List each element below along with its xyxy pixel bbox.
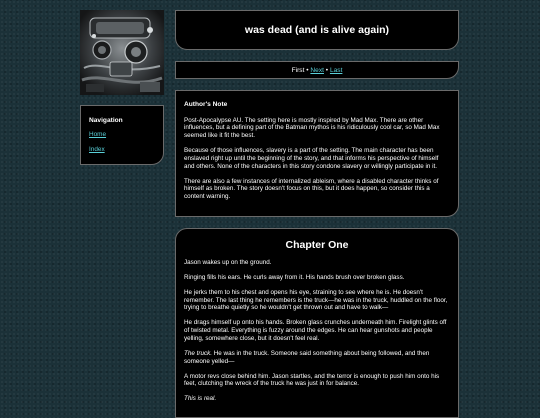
chapter-paragraph: He jerks them to his chest and opens his eye, straining to see where he is. He doesn't remember. The last thing he remembers is the truck—he was in the truck, huddled on the floor, trying to breathe quietly so he wouldn't get thrown out and have to walk— bbox=[184, 288, 448, 312]
chapter-paragraph: Ringing fills his ears. He curls away from it. His hands brush over broken glass. bbox=[184, 273, 405, 281]
authors-note-panel bbox=[175, 90, 459, 217]
note-paragraph: There are also a few instances of internalized ableism, where a disabled character thinks of himself as broken. The story doesn't focus on this, but it does happen, so consider this a content warning. bbox=[184, 177, 439, 201]
chapter-paragraph bbox=[184, 350, 450, 365]
pager-next-link[interactable]: Next bbox=[310, 66, 324, 74]
chapter-paragraph: Jason wakes up on the ground. bbox=[184, 258, 272, 266]
chapter-paragraph bbox=[184, 395, 450, 403]
chapter-heading: Chapter One bbox=[285, 239, 349, 251]
chapter-italic-text: This is real. bbox=[184, 395, 217, 403]
chapter-italic-text: The truck. bbox=[184, 349, 212, 357]
chapter-paragraph: He drags himself up onto his hands. Broken glass crunches underneath him. Firelight glints off of twisted metal. Everything is fuzzy around the edges. He can hear gunshots and people yelling, somewhere close, but it doesn't feel real. bbox=[184, 319, 447, 342]
chapter-panel bbox=[175, 228, 459, 418]
pager-separator: • bbox=[304, 66, 311, 74]
pager-first: First bbox=[291, 66, 305, 74]
pager-last-link[interactable]: Last bbox=[329, 66, 343, 74]
nav-link-index[interactable]: Index bbox=[89, 146, 105, 153]
pager-separator: • bbox=[323, 66, 330, 74]
authors-note-heading: Author's Note bbox=[184, 101, 228, 108]
nav-link-home[interactable]: Home bbox=[89, 131, 107, 138]
chapter-text: He was in the truck. Someone said something about being followed, and then someone yelled— bbox=[184, 349, 430, 365]
note-paragraph: Because of those influences, slavery is a part of the setting. The main character has been enslaved right up until the beginning of the story, and that informs his perspective of himself and others. None of the characters in this story condone slavery or willingly participate in it. bbox=[184, 147, 439, 170]
navigation-panel bbox=[80, 105, 164, 165]
note-paragraph: Post-Apocalypse AU. The setting here is mostly inspired by Mad Max. There are other influences, but a defining part of the Batman mythos is his ridiculously cool car, so Mad Max seemed like it fit the best. bbox=[184, 116, 440, 140]
engine-image bbox=[80, 10, 164, 95]
chapter-pager bbox=[175, 61, 459, 79]
chapter-paragraph: A motor revs close behind him. Jason startles, and the terror is enough to push him onto his feet, clutching the wreck of the truck he was just in for balance. bbox=[184, 372, 440, 388]
navigation-heading: Navigation bbox=[89, 117, 123, 124]
title-panel bbox=[175, 10, 459, 50]
page-title: was dead (and is alive again) bbox=[244, 24, 390, 36]
